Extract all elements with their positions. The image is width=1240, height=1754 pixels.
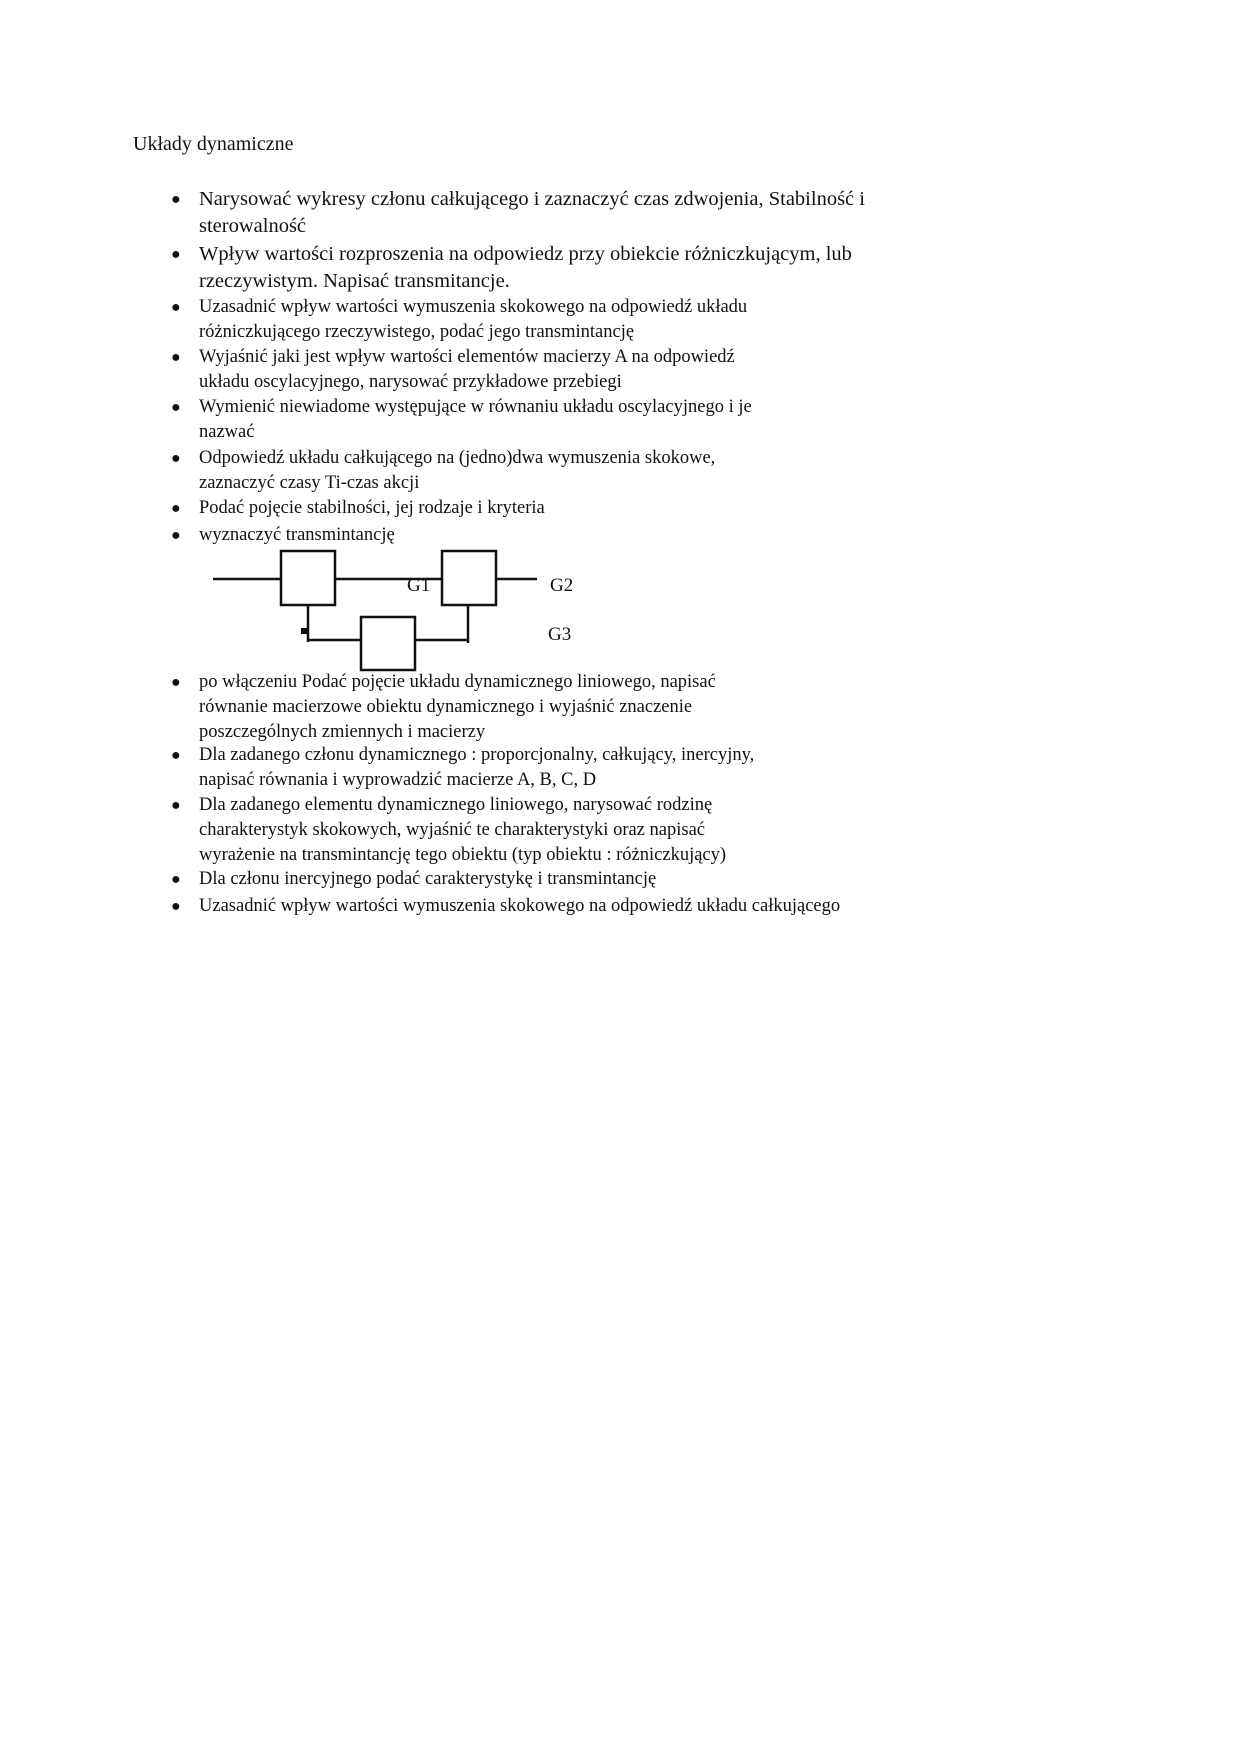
bullet-icon: ● — [171, 797, 181, 814]
document-title: Układy dynamiczne — [133, 133, 294, 155]
list-item-line: charakterystyk skokowych, wyjaśnić te charakterystyki oraz napisać — [199, 820, 705, 840]
bullet-icon: ● — [171, 349, 181, 366]
bullet-icon: ● — [171, 299, 181, 316]
bullet-icon: ● — [171, 747, 181, 764]
list-item-line: Wyjaśnić jaki jest wpływ wartości elementów macierzy A na odpowiedź — [199, 347, 735, 367]
label-g2: G2 — [550, 575, 574, 596]
list-item-line: Dla zadanego członu dynamicznego : proporcjonalny, całkujący, inercyjny, — [199, 745, 755, 765]
list-item-line: równanie macierzowe obiektu dynamicznego i wyjaśnić znaczenie — [199, 697, 693, 717]
list-item-line: Wpływ wartości rozproszenia na odpowiedz przy obiekcie różniczkującym, lub — [199, 243, 852, 265]
list-item-line: Odpowiedź układu całkującego na (jedno)dwa wymuszenia skokowe, — [199, 448, 716, 468]
list-item-line: rzeczywistym. Napisać transmitancje. — [199, 270, 510, 292]
list-item-line: Podać pojęcie stabilności, jej rodzaje i kryteria — [199, 498, 545, 518]
list-item-line: wyrażenie na transmintancję tego obiektu (typ obiektu : różniczkujący) — [199, 845, 727, 865]
list-item-line: Uzasadnić wpływ wartości wymuszenia skokowego na odpowiedź układu całkującego — [199, 896, 841, 916]
bullet-icon: ● — [171, 191, 181, 208]
block-g2 — [442, 551, 496, 605]
bullet-icon: ● — [171, 246, 181, 263]
list-item-line: układu oscylacyjnego, narysować przykładowe przebiegi — [199, 372, 622, 392]
list-item-line: różniczkującego rzeczywistego, podać jego transmintancję — [199, 322, 635, 342]
list-item-line: Narysować wykresy członu całkującego i zaznaczyć czas zdwojenia, Stabilność i — [199, 188, 865, 210]
block-g1 — [281, 551, 335, 605]
bullet-icon: ● — [171, 500, 181, 517]
list-item-line: wyznaczyć transmintancję — [199, 525, 395, 545]
bullet-icon: ● — [171, 674, 181, 691]
list-item-line: nazwać — [199, 422, 255, 442]
list-item-line: sterowalność — [199, 215, 307, 237]
bullet-icon: ● — [171, 871, 181, 888]
label-g1: G1 — [407, 575, 431, 596]
bullet-icon: ● — [171, 399, 181, 416]
bullet-icon: ● — [171, 450, 181, 467]
list-item-line: zaznaczyć czasy Ti-czas akcji — [199, 473, 420, 493]
junction-marker — [301, 628, 307, 634]
list-item-line: Dla członu inercyjnego podać carakterystykę i transmintancję — [199, 869, 657, 889]
list-item-line: Dla zadanego elementu dynamicznego liniowego, narysować rodzinę — [199, 795, 713, 815]
list-item-line: poszczególnych zmiennych i macierzy — [199, 722, 486, 742]
block-g3 — [361, 617, 415, 670]
label-g3: G3 — [548, 624, 572, 645]
list-item-line: Wymienić niewiadome występujące w równaniu układu oscylacyjnego i je — [199, 397, 752, 417]
list-item-line: Uzasadnić wpływ wartości wymuszenia skokowego na odpowiedź układu — [199, 297, 748, 317]
bullet-icon: ● — [171, 898, 181, 915]
bullet-icon: ● — [171, 527, 181, 544]
list-item-line: napisać równania i wyprowadzić macierze A, B, C, D — [199, 770, 597, 790]
list-item-line: po włączeniu Podać pojęcie układu dynamicznego liniowego, napisać — [199, 672, 716, 692]
